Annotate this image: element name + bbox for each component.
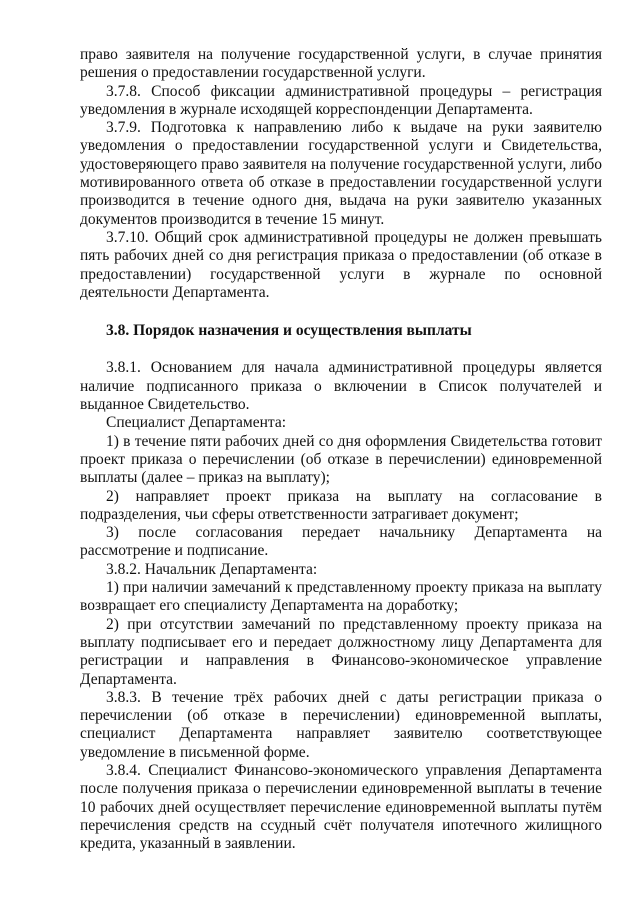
paragraph-item-3: 3) после согласования передает начальнику Департамента на рассмотрение и подписание. xyxy=(80,524,602,560)
paragraph-continuation: право заявителя на получение государственной услуги, в случае принятия решения о предоставлении государственной услуги. xyxy=(80,46,602,82)
paragraph-item-1: 1) в течение пяти рабочих дней со дня оформления Свидетельства готовит проект приказа о перечислении (об отказе в перечислении) единовременной выплаты (далее – приказ на выплату); xyxy=(80,432,602,487)
paragraph-3-8-2: 3.8.2. Начальник Департамента: xyxy=(106,560,318,578)
section-heading-3-8: 3.8. Порядок назначения и осуществления выплаты xyxy=(106,322,472,340)
paragraph-3-8-2-item-2: 2) при отсутствии замечаний по представленному проекту приказа на выплату подписывает его и передает должностному лицу Департамента для регистрации и направления в Финансово-экономическое управление Департамента. xyxy=(80,615,602,688)
paragraph-3-8-1: 3.8.1. Основанием для начала административной процедуры является наличие подписанного приказа о включении в Список получателей и выданное Свидетельство. xyxy=(80,359,602,414)
paragraph-3-7-10: 3.7.10. Общий срок административной процедуры не должен превышать пять рабочих дней со дня регистрация приказа о предоставлении (об отказе в предоставлении) государственной услуги в журнале по основной деятельности Департамента. xyxy=(80,228,602,301)
paragraph-3-7-9: 3.7.9. Подготовка к направлению либо к выдаче на руки заявителю уведомления о предоставлении государственной услуги и Свидетельства, удостоверяющего право заявителя на получение государственной услуги, либо мотивированного ответа об отказе в предоставлении государственной услуги производится в течение одного дня, выдача на руки заявителю указанных документов производится в течение 15 минут. xyxy=(80,119,602,228)
section-spacer xyxy=(80,340,602,359)
paragraph-specialist: Специалист Департамента: xyxy=(106,414,287,432)
paragraph-item-2: 2) направляет проект приказа на выплату на согласование в подразделения, чьи сферы ответственности затрагивает документ; xyxy=(80,487,602,523)
paragraph-3-8-4: 3.8.4. Специалист Финансово-экономического управления Департамента после получения приказа о перечислении единовременной выплаты в течение 10 рабочих дней осуществляет перечисление единовременной выплаты путём перечисления средств на ссудный счёт получателя ипотечного жилищного кредита, указанный в заявлении. xyxy=(80,761,602,853)
paragraph-3-8-2-item-1: 1) при наличии замечаний к представленному проекту приказа на выплату возвращает его специалисту Департамента на доработку; xyxy=(80,579,602,615)
paragraph-3-7-8: 3.7.8. Способ фиксации административной процедуры – регистрация уведомления в журнале исходящей корреспонденции Департамента. xyxy=(80,82,602,118)
paragraph-3-8-3: 3.8.3. В течение трёх рабочих дней с даты регистрации приказа о перечислении (об отказе в перечислении) единовременной выплаты, специалист Департамента направляет заявителю соответствующее уведомление в письменной форме. xyxy=(80,688,602,761)
